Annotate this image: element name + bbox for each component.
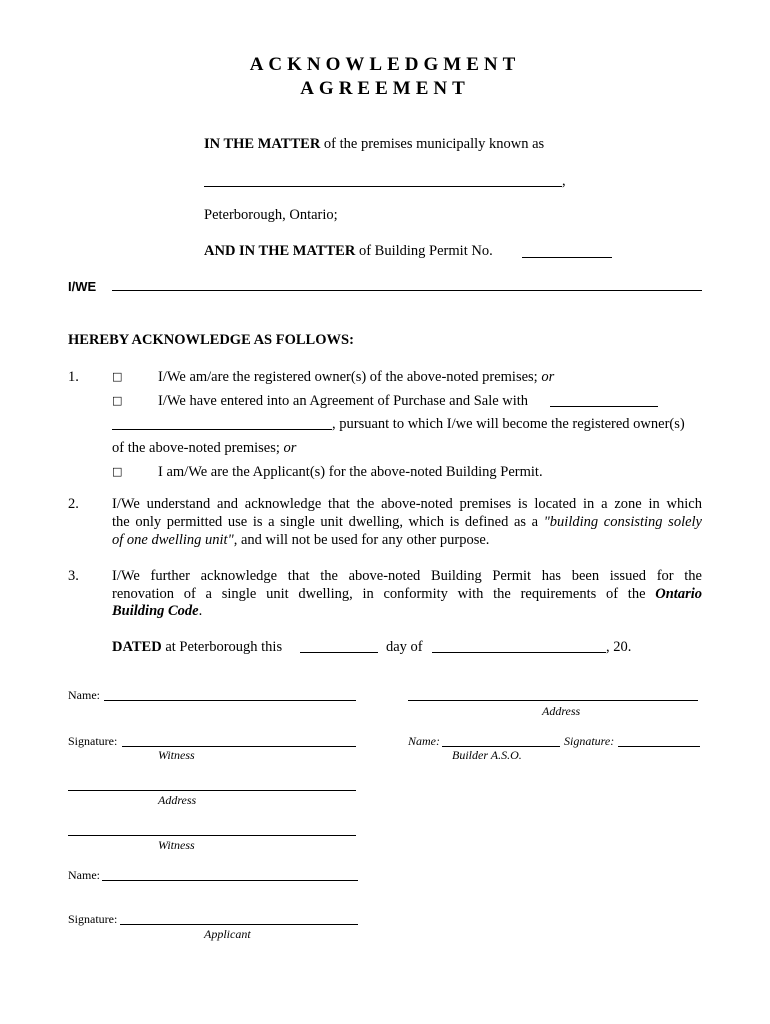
option-applicant-text: I am/We are the Applicant(s) for the above-noted Building Permit. <box>158 464 543 480</box>
item-3-line-2 <box>112 585 702 603</box>
item-2-definition-start: "building consisting solely <box>543 514 702 530</box>
item-1-number: 1. <box>68 369 79 385</box>
dated-bold: DATED <box>112 639 162 655</box>
dated-year: , 20. <box>606 639 632 655</box>
dated-place: at Peterborough this <box>161 639 283 655</box>
applicant-caption: Applicant <box>204 927 251 941</box>
matter-bold-1: IN THE MATTER <box>204 136 321 152</box>
title-line-1: ACKNOWLEDGMENT <box>249 54 521 75</box>
item-3-ontario: Ontario <box>655 586 702 602</box>
day-line[interactable] <box>300 652 378 653</box>
builder-address-line[interactable] <box>408 700 698 701</box>
item-3-line-1: I/We further acknowledge that the above-noted Building Permit has been issued for the <box>112 568 702 584</box>
second-witness-line[interactable] <box>68 835 356 836</box>
option-owner-text <box>158 368 554 386</box>
matter-permit <box>204 242 493 260</box>
item-3-building-code: Building Code <box>112 603 199 619</box>
applicant-name-line[interactable] <box>102 880 358 881</box>
witness-signature-label: Signature: <box>68 734 118 748</box>
option-purchaser-text: I/We have entered into an Agreement of Purchase and Sale with <box>158 393 529 409</box>
iwe-label: I/WE <box>68 279 97 294</box>
title-line-2: AGREEMENT <box>300 78 470 99</box>
builder-name-line[interactable] <box>442 746 560 747</box>
item-2-line-1: I/We understand and acknowledge that the above-noted premises is located in a zone in which <box>112 496 702 512</box>
applicant-name-label: Name: <box>68 868 100 882</box>
builder-address-caption: Address <box>542 704 581 718</box>
premises-comma: , <box>562 173 566 189</box>
option-purchaser-end <box>112 439 296 457</box>
item-3-period: . <box>198 603 203 619</box>
witness-address-line[interactable] <box>68 790 356 791</box>
builder-signature-line[interactable] <box>618 746 700 747</box>
vendor-name-line-1[interactable] <box>550 406 658 407</box>
matter-text-1: of the premises municipally known as <box>320 136 545 152</box>
witness-name-line[interactable] <box>104 700 356 701</box>
item-2-number: 2. <box>68 496 79 512</box>
witness-name-label: Name: <box>68 688 100 702</box>
applicant-signature-line[interactable] <box>120 924 358 925</box>
matter-bold-2: AND IN THE MATTER <box>204 243 356 259</box>
checkbox-applicant[interactable]: □ <box>112 465 123 478</box>
matter-text-2: of Building Permit No. <box>355 243 493 259</box>
option-owner-or: or <box>541 369 555 385</box>
item-2-line-3 <box>112 531 489 549</box>
item-3-line-2-text: renovation of a single unit dwelling, in conformity with the requirements of the <box>112 586 656 602</box>
item-2-definition-end: of one dwelling unit" <box>112 532 234 548</box>
city-text: Peterborough, Ontario; <box>204 207 338 223</box>
item-2-line-2-text: the only permitted use is a single unit dwelling, which is defined as a <box>112 514 544 530</box>
premises-address-line[interactable] <box>204 186 562 187</box>
dated-day-of: day of <box>386 639 423 655</box>
witness-caption-1: Witness <box>158 748 195 762</box>
dated-text <box>112 638 282 656</box>
item-3-line-3 <box>112 602 202 620</box>
item-2-line-3-text: , and will not be used for any other purpose. <box>233 532 490 548</box>
acknowledge-heading: HEREBY ACKNOWLEDGE AS FOLLOWS: <box>68 332 354 348</box>
witness-caption-2: Witness <box>158 838 195 852</box>
item-3-number: 3. <box>68 568 79 584</box>
builder-caption: Builder A.S.O. <box>452 748 522 762</box>
permit-number-line[interactable] <box>522 257 612 258</box>
iwe-name-line[interactable] <box>112 290 702 291</box>
checkbox-owner[interactable]: □ <box>112 370 123 383</box>
witness-signature-line[interactable] <box>122 746 356 747</box>
option-purchaser-continued: , pursuant to which I/we will become the registered owner(s) <box>332 416 685 432</box>
witness-address-caption: Address <box>158 793 197 807</box>
option-purchaser-or: or <box>283 440 297 456</box>
builder-name-label: Name: <box>408 734 440 748</box>
builder-signature-label: Signature: <box>564 734 615 748</box>
option-purchaser-end-text: of the above-noted premises; <box>112 440 284 456</box>
option-owner-label: I/We am/are the registered owner(s) of the above-noted premises; <box>158 369 542 385</box>
matter-premises <box>204 135 544 153</box>
month-line[interactable] <box>432 652 606 653</box>
applicant-signature-label: Signature: <box>68 912 118 926</box>
vendor-name-line-2[interactable] <box>112 429 332 430</box>
checkbox-purchaser[interactable]: □ <box>112 394 123 407</box>
item-2-line-2 <box>112 513 702 531</box>
